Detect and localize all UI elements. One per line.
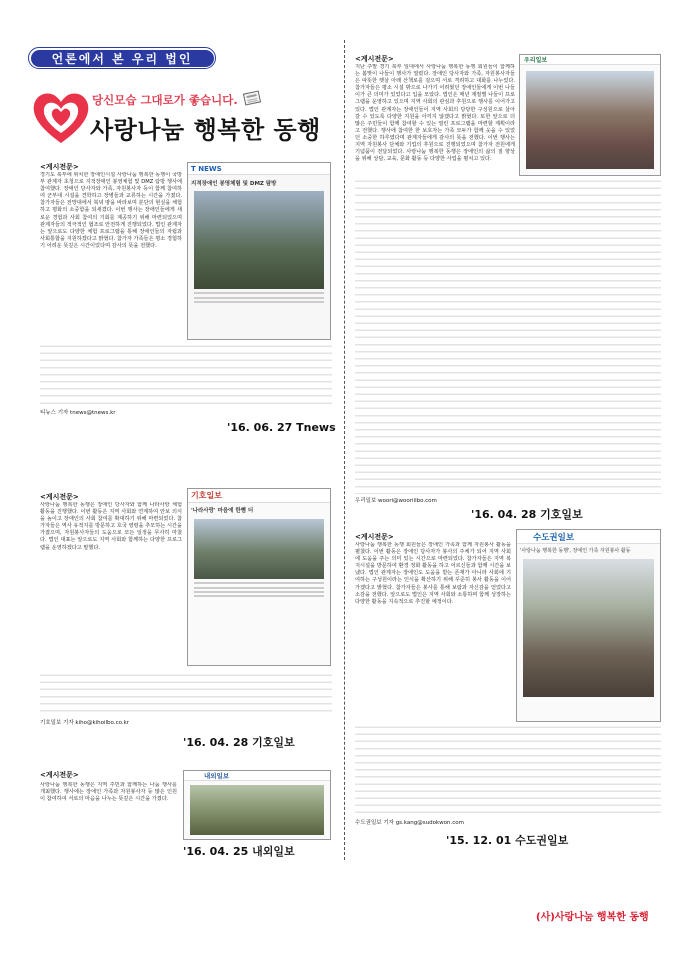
- article-clipping-image: [183, 770, 331, 840]
- newspaper-icon: [243, 90, 261, 105]
- article-caption: '16. 04. 25 내외일보: [183, 845, 295, 858]
- outlet-logo: 우리일보: [524, 57, 548, 64]
- article-clipping-image: [519, 54, 661, 176]
- article-body: 사랑나눔 행복한 동행은 지역 주민과 함께하는 나눔 행사를 개최했다. 행사에는 장애인 가족과 자원봉사자 등 많은 인원이 참여하여 서로의 마음을 나누는 뜻깊은 시간을 가졌다.: [40, 782, 177, 803]
- article-clipping-image: [187, 488, 331, 666]
- article-byline: 우리일보 woori@wooriilbo.com: [355, 498, 437, 504]
- slogan-top: 당신모습 그대로가 좋습니다.: [92, 93, 238, 107]
- article-caption: '15. 12. 01 수도권일보: [446, 834, 569, 847]
- outlet-logo: T NEWS: [191, 164, 222, 173]
- header-banner: [28, 47, 216, 69]
- article-byline: 기호일보 기자 kiho@kihoilbo.co.kr: [40, 720, 130, 726]
- article-byline: 티뉴스 기자 tnews@tnews.kr: [40, 410, 116, 416]
- article-clipping-image: [187, 162, 331, 340]
- article-byline: 수도권일보 기자 gs.kang@sudokwon.com: [355, 820, 464, 826]
- footer-organization: (사)사랑나눔 행복한 동행: [536, 912, 649, 923]
- article-tag: <게시전문>: [355, 55, 394, 63]
- photo-title: 지적장애인 봉영체험 및 DMZ 탐방: [191, 181, 277, 187]
- article-body-continued: [355, 178, 661, 494]
- article-clipping-image: [516, 529, 661, 722]
- article-tag: <게시전문>: [40, 163, 79, 171]
- outlet-logo: 기호일보: [191, 491, 222, 500]
- article-body: 사랑나눔 행복한 동행은 장애인 당사자와 함께 나라사랑 체험 활동을 진행했다. 이번 활동은 지역 사회와 연계하여 안보 의식을 높이고 장애인의 사회 참여를 확대하기 위해 마련되었다. 참가자들은 역사 유적지를 방문하고 호국 영령을 추모하는 시간을 가졌으며, 자원봉사자들의 도움으로 모든 일정을 무사히 마쳤다. 법인 대표는 앞으로도 지역 사회와 함께하는 다양한 프로그램을 운영하겠다고 말했다.: [40, 502, 182, 551]
- article-tag: <게시전문>: [355, 533, 394, 541]
- article-caption: '16. 06. 27 Tnews: [227, 421, 336, 434]
- photo-title: '나라사랑' 마음에 한뼘 더: [191, 508, 254, 514]
- heart-icon: [30, 88, 92, 146]
- article-body: 사랑나눔 행복한 동행 회원들은 장애인 가족과 함께 자원봉사 활동을 펼쳤다. 이번 활동은 장애인 당사자가 봉사의 주체가 되어 지역 사회에 도움을 주는 의미 있는 시간으로 마련되었다. 참가자들은 지역 복지시설을 방문하여 환경 정화 활동을 하고 어르신들과 함께 시간을 보냈다. 법인 관계자는 장애인도 도움을 받는 존재가 아니라 사회에 기여하는 구성원이라는 인식을 확산하기 위해 꾸준히 봉사 활동을 이어가겠다고 밝혔다. 참가자들은 봉사를 통해 보람과 자신감을 얻었다고 소감을 전했다. 앞으로도 법인은 지역 사회와 소통하며 함께 성장하는 다양한 활동을 지속적으로 추진할 예정이다.: [355, 542, 511, 605]
- outlet-logo: 수도권일보: [533, 532, 575, 543]
- article-caption: '16. 04. 28 기호일보: [471, 508, 583, 521]
- article-tag: <게시전문>: [40, 493, 79, 501]
- column-divider: [344, 40, 345, 860]
- outlet-logo: 내외일보: [204, 772, 230, 780]
- article-body-continued: [40, 343, 332, 406]
- slogan-main: 사랑나눔 행복한 동행: [90, 116, 321, 144]
- article-tag: <게시전문>: [40, 771, 79, 779]
- article-body: 지난 주말 경기 북부 일대에서 사랑나눔 행복한 동행 회원들이 함께하는 봄맞이 나들이 행사가 열렸다. 장애인 당사자와 가족, 자원봉사자들은 따뜻한 햇살 아래 산책로를 걸으며 서로 격려하고 대화를 나누었다. 참가자들은 평소 시설 밖으로 나가기 어려웠던 장애인들에게 이번 나들이가 큰 의미가 있었다고 입을 모았다. 법인은 매년 계절별 나들이 프로그램을 운영하고 있으며 지역 사회의 관심과 후원으로 행사를 이어가고 있다. 법인 관계자는 장애인들이 지역 사회의 당당한 구성원으로 살아갈 수 있도록 다양한 지원을 아끼지 않겠다고 밝혔다. 또한 앞으로 더 많은 주민들이 함께 참여할 수 있는 열린 프로그램을 마련할 계획이라고 전했다. 행사에 참여한 한 보호자는 가족 모두가 함께 웃을 수 있었던 소중한 하루였다며 관계자들에게 감사의 뜻을 전했다. 이번 행사는 지역 자원봉사 단체와 기업의 후원으로 진행되었으며 참가자 전원에게 기념품이 전달되었다. 사랑나눔 행복한 동행은 장애인의 삶의 질 향상을 위해 상담, 교육, 문화 활동 등 다양한 사업을 펼치고 있다.: [355, 64, 515, 163]
- heart-logo: [30, 88, 92, 146]
- article-caption: '16. 04. 28 기호일보: [183, 736, 295, 749]
- article-body-continued: [40, 672, 332, 712]
- photo-title: '사랑나눔 행복한 동행', 장애인 가족 자원봉사 활동: [520, 548, 631, 554]
- article-body: 경기도 북부에 위치한 장애인시설 사랑나눔 행복한 동행이 국방부 관계자 초청으로 지적장애인 봉영체험 및 DMZ 탐방 행사에 참여했다. 장애인 당사자와 가족, 자원봉사자 등이 함께 참여하여 군부대 시설을 견학하고 장병들과 교류하는 시간을 가졌다. 참가자들은 전망대에서 북녘 땅을 바라보며 분단의 현실을 체험하고 평화의 소중함을 되새겼다. 이번 행사는 장애인들에게 새로운 경험과 사회 참여의 기회를 제공하기 위해 마련되었으며 관계자들의 적극적인 협조로 안전하게 진행되었다. 법인 관계자는 앞으로도 다양한 체험 프로그램을 통해 장애인들의 자립과 사회통합을 지원하겠다고 밝혔다. 참가자 가족들은 평소 경험하기 어려운 뜻깊은 시간이었다며 감사의 뜻을 전했다.: [40, 172, 182, 249]
- article-body-continued: [355, 724, 661, 816]
- banner-title: 언론에서 본 우리 법인: [51, 51, 193, 66]
